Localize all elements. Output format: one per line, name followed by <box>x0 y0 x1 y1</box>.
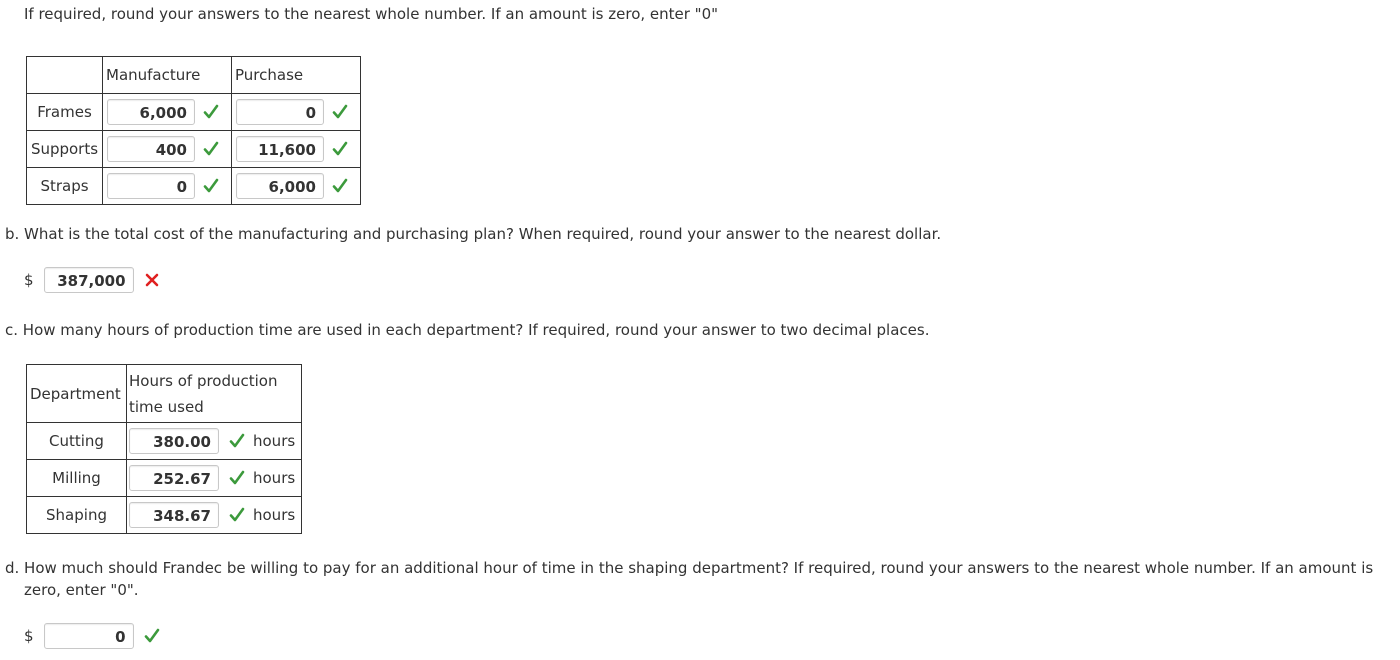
answer-b-row <box>24 267 160 293</box>
hours-unit-label: hours <box>253 506 296 524</box>
question-b: b. What is the total cost of the manufacturing and purchasing plan? When required, round your answer to the nearest dollar. <box>5 225 942 243</box>
check-icon <box>229 507 245 523</box>
currency-symbol: $ <box>24 271 34 289</box>
row-label-frames: Frames <box>27 94 103 131</box>
currency-symbol: $ <box>24 627 34 645</box>
question-c: c. How many hours of production time are used in each department? If required, round your answer to two decimal places. <box>5 321 930 339</box>
hours-cell <box>127 460 302 497</box>
table-row <box>27 497 302 534</box>
straps-purchase-input[interactable]: 6,000 <box>236 173 324 199</box>
table-row <box>27 168 361 205</box>
manufacture-cell <box>103 131 232 168</box>
check-icon <box>332 141 348 157</box>
production-hours-table <box>26 364 302 534</box>
instructions-text: If required, round your answers to the nearest whole number. If an amount is zero, enter "0" <box>24 5 719 23</box>
frames-purchase-input[interactable]: 0 <box>236 99 324 125</box>
hours-cell <box>127 423 302 460</box>
column-header-hours <box>127 365 302 423</box>
supports-purchase-input[interactable]: 11,600 <box>236 136 324 162</box>
cutting-hours-input[interactable]: 380.00 <box>129 428 219 454</box>
column-header-department: Department <box>27 365 127 423</box>
hours-header-line-1: Hours of production <box>129 371 278 390</box>
row-label-cutting: Cutting <box>27 423 127 460</box>
shaping-hour-value-input[interactable]: 0 <box>44 623 134 649</box>
hours-unit-label: hours <box>253 469 296 487</box>
total-cost-input[interactable]: 387,000 <box>44 267 134 293</box>
row-label-supports: Supports <box>27 131 103 168</box>
column-header-purchase: Purchase <box>232 57 361 94</box>
cross-icon <box>144 272 160 288</box>
row-label-straps: Straps <box>27 168 103 205</box>
purchase-cell <box>232 168 361 205</box>
table-row <box>27 131 361 168</box>
check-icon <box>332 178 348 194</box>
purchase-cell <box>232 131 361 168</box>
table-corner-cell <box>27 57 103 94</box>
manufacture-cell <box>103 94 232 131</box>
check-icon <box>203 141 219 157</box>
check-icon <box>203 178 219 194</box>
hours-header-line-2: time used <box>129 397 204 416</box>
check-icon <box>203 104 219 120</box>
shaping-hours-input[interactable]: 348.67 <box>129 502 219 528</box>
row-label-shaping: Shaping <box>27 497 127 534</box>
milling-hours-input[interactable]: 252.67 <box>129 465 219 491</box>
table-row <box>27 460 302 497</box>
column-header-manufacture: Manufacture <box>103 57 232 94</box>
straps-manufacture-input[interactable]: 0 <box>107 173 195 199</box>
question-d-line-1: d. How much should Frandec be willing to pay for an additional hour of time in the shaping department? If required, round your answers to the nearest whole number. If an amount is <box>5 559 1374 577</box>
manufacture-purchase-table <box>26 56 361 205</box>
purchase-cell <box>232 94 361 131</box>
question-d-line-2: zero, enter "0". <box>24 581 139 599</box>
table-row <box>27 94 361 131</box>
check-icon <box>144 628 160 644</box>
answer-d-row <box>24 623 160 649</box>
frames-manufacture-input[interactable]: 6,000 <box>107 99 195 125</box>
check-icon <box>332 104 348 120</box>
row-label-milling: Milling <box>27 460 127 497</box>
check-icon <box>229 470 245 486</box>
manufacture-cell <box>103 168 232 205</box>
supports-manufacture-input[interactable]: 400 <box>107 136 195 162</box>
hours-cell <box>127 497 302 534</box>
table-row <box>27 423 302 460</box>
hours-unit-label: hours <box>253 432 296 450</box>
check-icon <box>229 433 245 449</box>
